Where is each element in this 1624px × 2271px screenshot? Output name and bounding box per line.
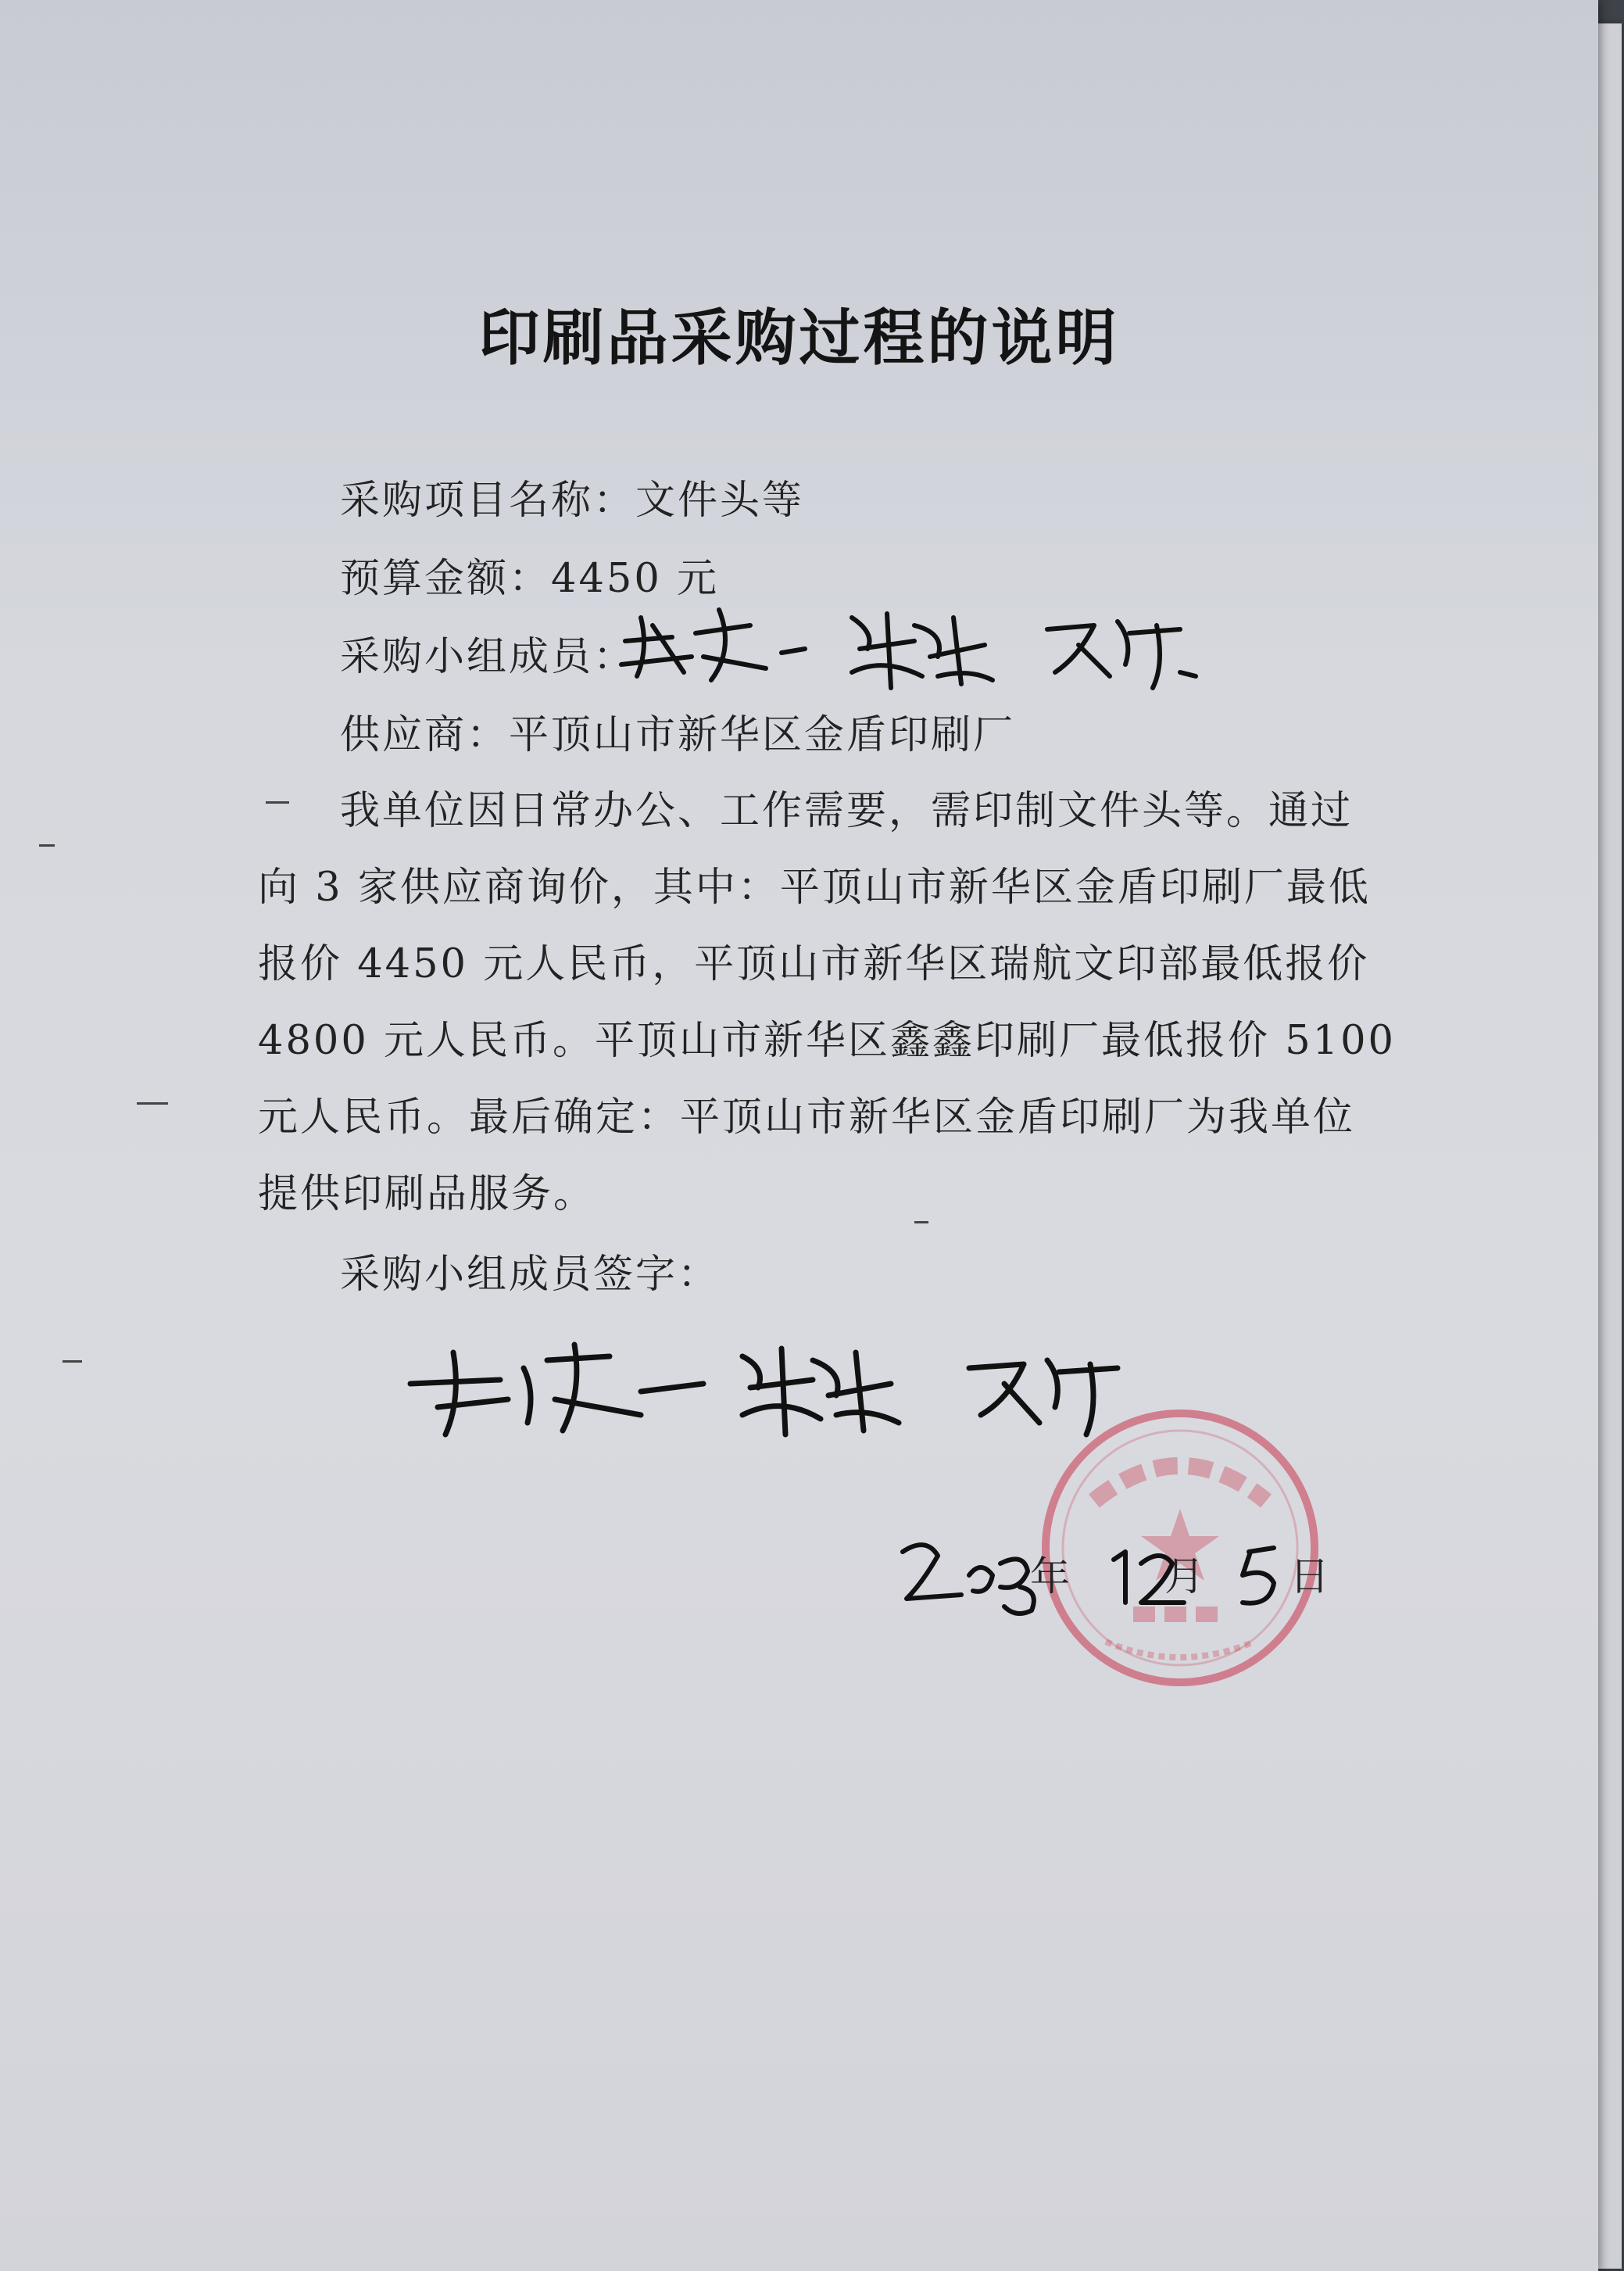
budget-field: 预算金额：4450 元: [340, 556, 720, 602]
supplier-field: 供应商：平顶山市新华区金盾印刷厂: [340, 712, 1016, 758]
handwritten-date: [891, 1528, 1329, 1622]
scan-mark: [914, 1221, 928, 1223]
signature-label: 采购小组成员签字：: [340, 1252, 721, 1298]
scan-mark: [266, 801, 289, 804]
body-line-2: 向 3 家供应商询价，其中：平顶山市新华区金盾印刷厂最低: [258, 865, 1371, 911]
members-label: 采购小组成员：: [340, 634, 636, 680]
date-day-char: 日: [1290, 1554, 1330, 1600]
scan-mark: [63, 1360, 82, 1363]
body-line-5: 元人民币。最后确定：平顶山市新华区金盾印刷厂为我单位: [258, 1094, 1356, 1141]
date-year-char: 年: [1030, 1554, 1071, 1600]
body-line-1: 我单位因日常办公、工作需要，需印制文件头等。通过: [340, 788, 1354, 834]
document-title: 印刷品采购过程的说明: [478, 303, 1120, 374]
scan-mark: [39, 844, 55, 847]
body-line-3: 报价 4450 元人民币，平顶山市新华区瑞航文印部最低报价: [258, 941, 1370, 987]
body-line-6: 提供印刷品服务。: [258, 1171, 596, 1217]
date-month-char: 月: [1164, 1554, 1205, 1600]
scan-mark: [137, 1102, 168, 1105]
handwritten-signature: [617, 602, 1243, 696]
project-name-field: 采购项目名称：文件头等: [340, 478, 805, 524]
body-line-4: 4800 元人民币。平顶山市新华区鑫鑫印刷厂最低报价 5100: [258, 1018, 1397, 1064]
